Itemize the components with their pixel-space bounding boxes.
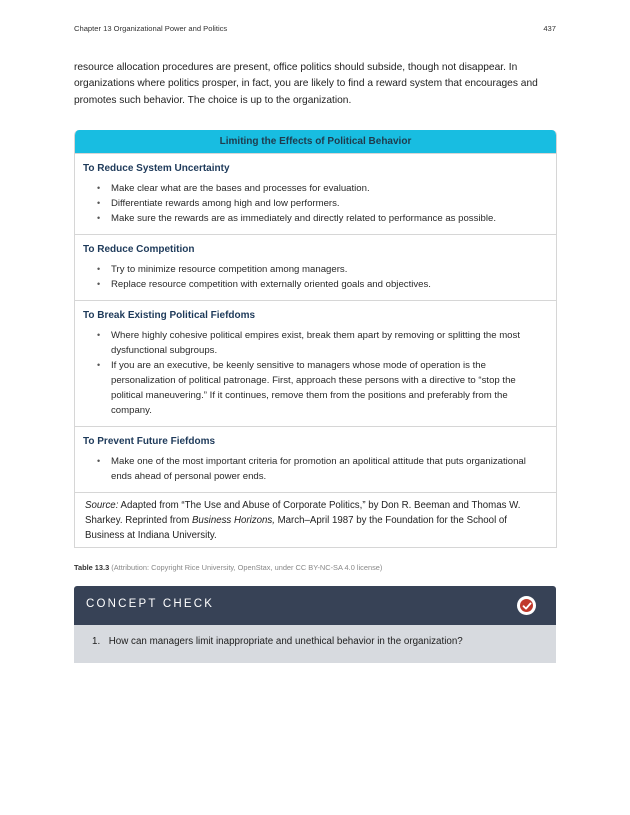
concept-check-body [74, 625, 556, 663]
list-item: • Try to minimize resource competition among managers. [111, 262, 548, 277]
concept-check-header [74, 586, 556, 625]
list-item: • Make one of the most important criteria for promotion an apolitical attitude that puts organizational ends ahead of personal power ends. [111, 454, 548, 484]
section-list [83, 181, 548, 226]
list-item: • Differentiate rewards among high and low performers. [111, 196, 548, 211]
chapter-title: Chapter 13 Organizational Power and Politics [74, 24, 228, 33]
section-title: To Break Existing Political Fiefdoms [83, 310, 256, 321]
section-list [83, 262, 548, 292]
question-number: 1. [92, 636, 101, 647]
question-item [92, 635, 556, 649]
list-item: • If you are an executive, be keenly sensitive to managers whose mode of operation is the personalization of political patronage. First, approach these persons with a directive to “stop the political maneuvering.” If it continues, remove them from the positions and preferably from the company. [111, 358, 548, 418]
table-section [75, 234, 556, 300]
source-journal: Business Horizons, [191, 515, 275, 526]
source-text-1: Adapted from “The Use and Abuse of Corporate Politics,” by Don R. Beeman and Thomas W. Sharkey. Reprinted from [85, 500, 521, 526]
table-section [75, 153, 556, 234]
political-behavior-table [74, 130, 557, 548]
question-text: How can managers limit inappropriate and unethical behavior in the organization? [108, 636, 463, 647]
source-text-2: March–April 1987 by the Foundation for the School of Business at Indiana University. [85, 515, 507, 541]
concept-check-title: CONCEPT CHECK [86, 598, 215, 610]
concept-check-box [74, 586, 556, 663]
section-list [83, 328, 548, 418]
section-title: To Prevent Future Fiefdoms [83, 436, 216, 447]
page-number: 437 [543, 24, 556, 33]
table-section [75, 300, 556, 426]
table-source [75, 492, 556, 547]
list-item: • Replace resource competition with externally oriented goals and objectives. [111, 277, 548, 292]
intro-text: resource allocation procedures are present, office politics should subside, though not disappear. In organizations where politics prosper, in fact, you are likely to find a reward system that encourages and promotes such behavior. The choice is up to the organization. [74, 62, 538, 106]
caption-label: Table 13.3 [74, 563, 110, 572]
section-title: To Reduce System Uncertainty [83, 163, 230, 174]
list-item: • Where highly cohesive political empires exist, break them apart by removing or splitting the most dysfunctional subgroups. [111, 328, 548, 358]
caption-attribution: (Attribution: Copyright Rice University, OpenStax, under CC BY-NC-SA 4.0 license) [109, 563, 383, 572]
table-title: Limiting the Effects of Political Behavior [75, 130, 556, 153]
source-label: Source: [85, 500, 119, 511]
running-head [74, 24, 556, 33]
list-item: • Make sure the rewards are as immediately and directly related to performance as possible. [111, 211, 548, 226]
table-section [75, 426, 556, 492]
intro-paragraph [74, 60, 558, 109]
table-caption [74, 563, 382, 572]
list-item: • Make clear what are the bases and processes for evaluation. [111, 181, 548, 196]
section-title: To Reduce Competition [83, 244, 195, 255]
section-list [83, 454, 548, 484]
checkmark-icon [522, 601, 532, 611]
